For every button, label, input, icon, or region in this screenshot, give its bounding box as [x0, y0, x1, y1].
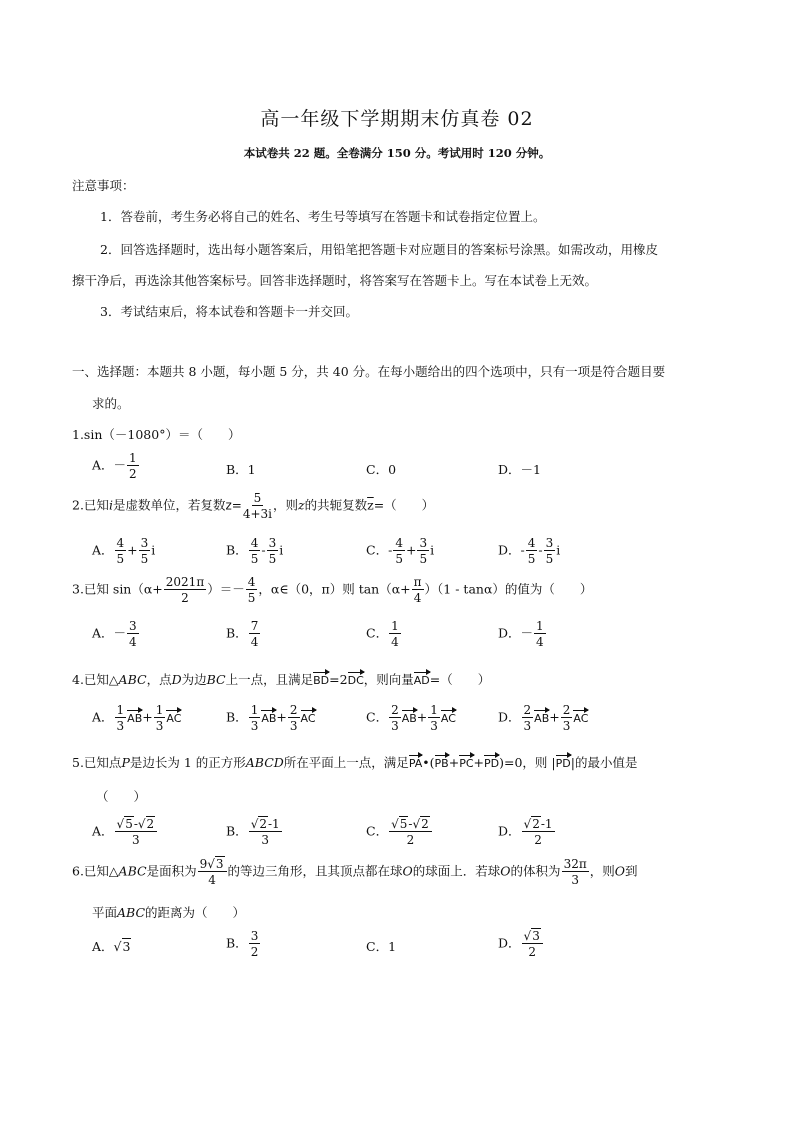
q5-option-b: B． $\frac{√2-1}{3}$: [226, 817, 280, 847]
note-item-1: 1．答卷前，考生务必将自己的姓名、考生号等填写在答题卡和试卷指定位置上。: [100, 209, 546, 224]
q4-option-b: B． $\frac{1}{3}$ AB+ $\frac{2}{3}$ AC: [226, 703, 316, 733]
q3-option-d: D．－ $\frac{1}{4}$: [498, 619, 544, 649]
q2-option-c: C．- $\frac{4}{5}$ + $\frac{3}{5}$ i: [366, 536, 435, 566]
q3-option-b: B． $\frac{7}{4}$: [226, 619, 259, 649]
q5-option-d: D． $\frac{√2-1}{2}$: [498, 817, 553, 847]
q6-option-c: C．1: [366, 939, 397, 954]
note-item-3: 3．考试结束后，将本试卷和答题卡一并交回。: [100, 304, 358, 319]
section-heading-cont: 求的。: [92, 396, 130, 411]
q4-option-c: C． $\frac{2}{3}$ AB+ $\frac{1}{3}$ AC: [366, 703, 456, 733]
question-4: 4.已知△ABC，点D为边BC上一点，且满足BD=2DC，则向量AD=（ ）: [72, 672, 491, 687]
q6-option-a: A．√3: [92, 939, 131, 954]
note-item-2: 2．回答选择题时，选出每小题答案后，用铅笔把答题卡对应题目的答案标号涂黑。如需改动，用橡皮: [100, 242, 658, 257]
question-6: 6.已知△ABC是面积为 $\frac{9√3}{4}$ 的等边三角形，且其顶点都在球O的球面上．若球O的体积为 $\frac{32\pi}{3}$ ，则O到: [72, 857, 638, 887]
q3-option-a: A．－ $\frac{3}{4}$: [92, 619, 137, 649]
q5-option-a: A． $\frac{√5-√2}{3}$: [92, 818, 158, 846]
question-6-cont: 平面ABC的距离为（ ）: [92, 905, 246, 920]
q2-option-b: B． $\frac{4}{5}$ - $\frac{3}{5}$ i: [226, 536, 284, 566]
q6-option-b: B． $\frac{3}{2}$: [226, 929, 259, 959]
q4-option-a: A． $\frac{1}{3}$ AB+ $\frac{1}{3}$ AC: [92, 703, 182, 733]
question-5: 5.已知点P是边长为 1 的正方形ABCD所在平面上一点，满足PA•(PB+PC+PD)=0，则 |PD|的最小值是: [72, 755, 638, 770]
question-2: 2.已知i是虚数单位，若复数z= $\frac{5}{4+3i}$ ，则z的共轭复数$\overline{z}=$（ ）: [72, 491, 435, 521]
q1-option-c: C．0: [366, 462, 397, 477]
exam-info: 本试卷共 22 题。全卷满分 150 分。考试用时 120 分钟。: [243, 146, 551, 160]
q6-option-d: D． $\frac{√3}{2}$: [498, 930, 544, 958]
question-1: 1.sin（－1080°）＝（ ）: [72, 427, 241, 442]
q1-option-b: B．1: [226, 462, 256, 477]
notes-heading: 注意事项：: [72, 178, 135, 193]
q1-option-a: A．－ $\frac{1}{2}$: [92, 451, 137, 481]
q3-option-c: C． $\frac{1}{4}$: [366, 619, 399, 649]
note-item-2-cont: 擦干净后，再选涂其他答案标号。回答非选择题时，将答案写在答题卡上。写在本试卷上无效。: [72, 273, 598, 288]
section-heading: 一、选择题：本题共 8 小题，每小题 5 分，共 40 分。在每小题给出的四个选项中，只有一项是符合题目要: [72, 364, 666, 379]
q5-option-c: C． $\frac{√5-√2}{2}$: [366, 818, 433, 846]
q4-option-d: D． $\frac{2}{3}$ AB+ $\frac{2}{3}$ AC: [498, 703, 589, 733]
page-title: 高一年级下学期期末仿真卷 02: [260, 108, 534, 130]
q1-option-d: D．－1: [498, 462, 541, 477]
q2-option-d: D．- $\frac{4}{5}$ - $\frac{3}{5}$ i: [498, 536, 561, 566]
q5-answer-paren: （ ）: [96, 789, 147, 804]
question-3: 3.已知 sin（α+ $\frac{2021\pi}{2}$ ）＝－ $\frac{4}{5}$ ，α∈（0，π）则 tan（α+ $\frac{\pi}{4}$ ）（1 - tanα）的值为（ ）: [72, 575, 593, 605]
q2-option-a: A． $\frac{4}{5}$ + $\frac{3}{5}$ i: [92, 536, 156, 566]
